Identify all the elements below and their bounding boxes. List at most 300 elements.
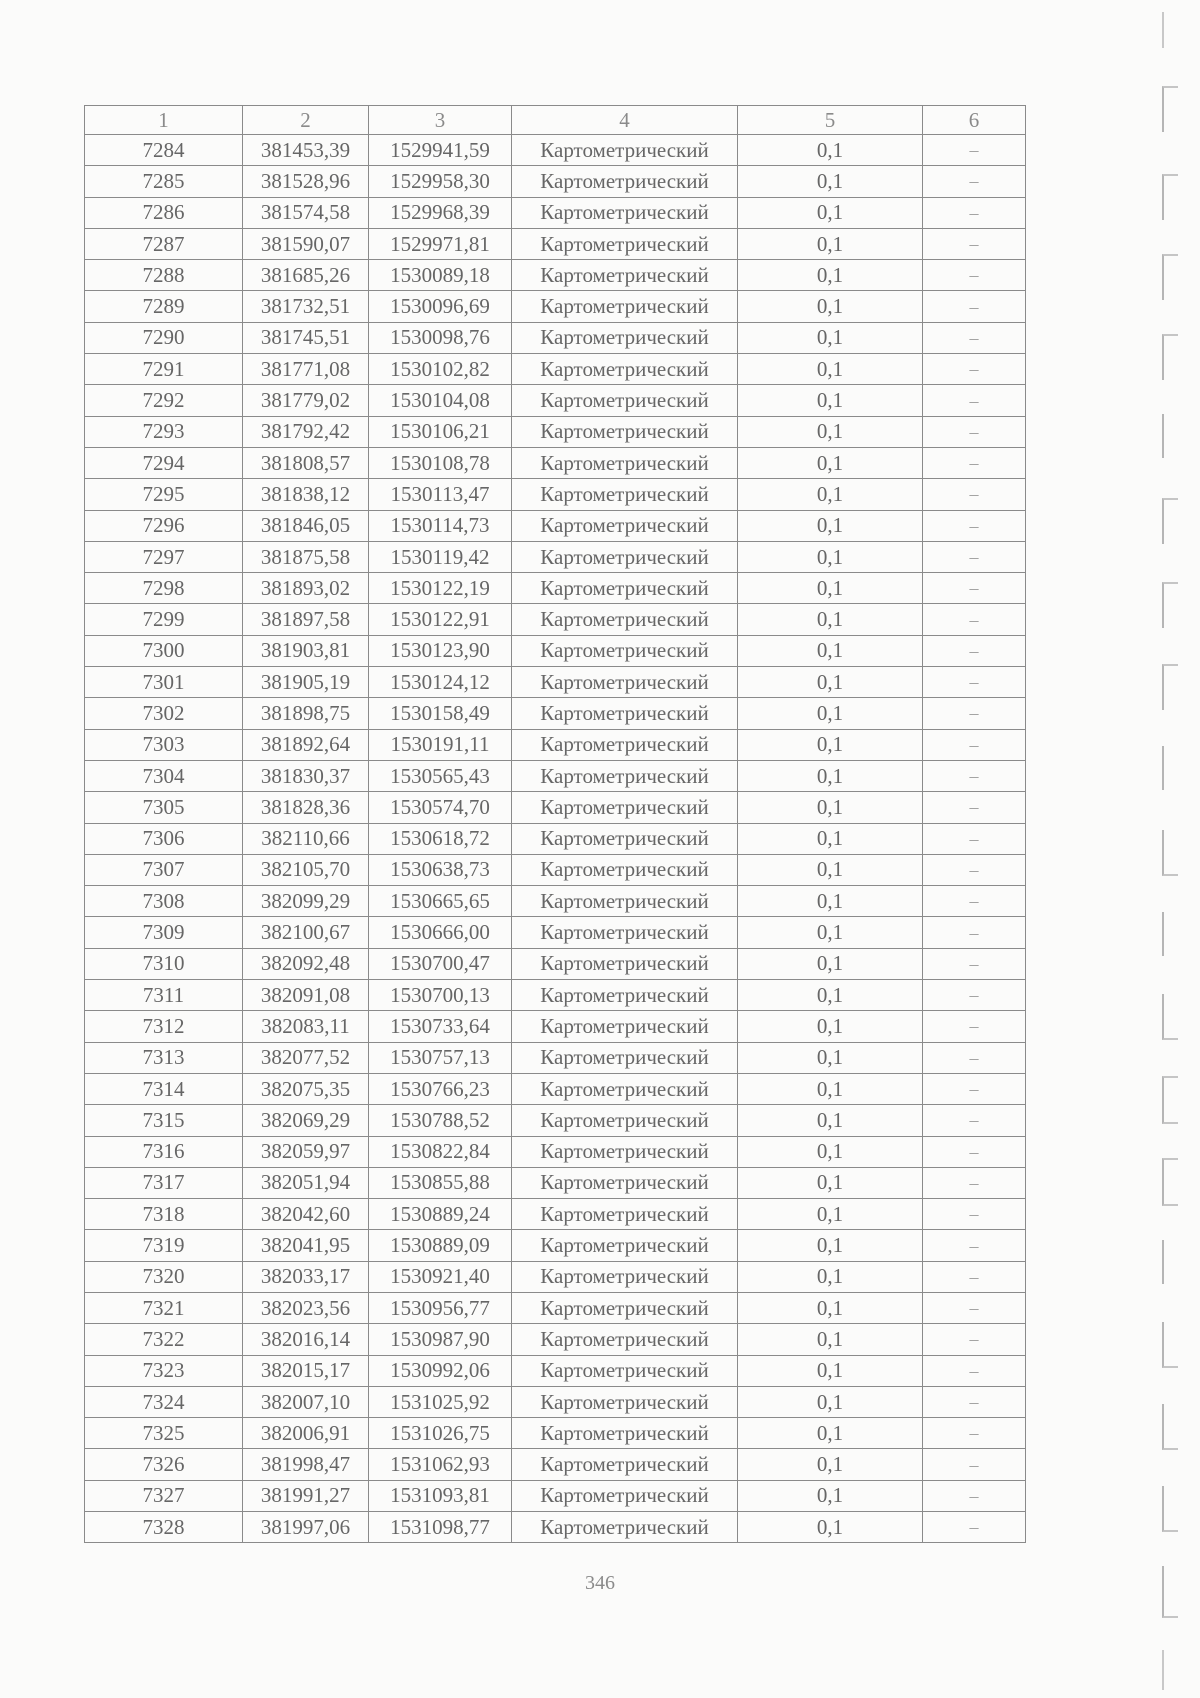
cell-y-coordinate: 1530921,40 (369, 1261, 512, 1292)
cell-note: – (923, 479, 1026, 510)
cell-method: Картометрический (512, 698, 738, 729)
cell-y-coordinate: 1529968,39 (369, 197, 512, 228)
edge-mark (1162, 994, 1178, 1040)
table-row (85, 291, 1026, 322)
cell-method: Картометрический (512, 1512, 738, 1543)
cell-point-number: 7297 (85, 541, 243, 572)
cell-point-number: 7317 (85, 1167, 243, 1198)
cell-note: – (923, 573, 1026, 604)
cell-note: – (923, 729, 1026, 760)
cell-x-coordinate: 382077,52 (243, 1042, 369, 1073)
cell-x-coordinate: 381903,81 (243, 635, 369, 666)
cell-accuracy: 0,1 (738, 1449, 923, 1480)
cell-point-number: 7298 (85, 573, 243, 604)
cell-accuracy: 0,1 (738, 792, 923, 823)
cell-y-coordinate: 1531098,77 (369, 1512, 512, 1543)
edge-mark (1162, 1076, 1178, 1124)
cell-accuracy: 0,1 (738, 917, 923, 948)
cell-note: – (923, 354, 1026, 385)
table-row (85, 1105, 1026, 1136)
cell-point-number: 7301 (85, 667, 243, 698)
cell-point-number: 7294 (85, 447, 243, 478)
cell-accuracy: 0,1 (738, 1073, 923, 1104)
cell-x-coordinate: 382015,17 (243, 1355, 369, 1386)
cell-point-number: 7312 (85, 1011, 243, 1042)
cell-accuracy: 0,1 (738, 291, 923, 322)
cell-y-coordinate: 1530122,91 (369, 604, 512, 635)
cell-point-number: 7290 (85, 322, 243, 353)
cell-y-coordinate: 1531025,92 (369, 1386, 512, 1417)
cell-note: – (923, 886, 1026, 917)
cell-accuracy: 0,1 (738, 447, 923, 478)
table-row (85, 541, 1026, 572)
cell-point-number: 7292 (85, 385, 243, 416)
cell-point-number: 7302 (85, 698, 243, 729)
cell-accuracy: 0,1 (738, 1042, 923, 1073)
column-header-4: 4 (512, 106, 738, 135)
cell-point-number: 7318 (85, 1199, 243, 1230)
table-row (85, 1355, 1026, 1386)
cell-x-coordinate: 381590,07 (243, 228, 369, 259)
cell-method: Картометрический (512, 948, 738, 979)
cell-y-coordinate: 1530158,49 (369, 698, 512, 729)
table-row (85, 1292, 1026, 1323)
edge-mark (1162, 1404, 1178, 1450)
cell-accuracy: 0,1 (738, 1105, 923, 1136)
cell-point-number: 7305 (85, 792, 243, 823)
cell-y-coordinate: 1530889,24 (369, 1199, 512, 1230)
cell-method: Картометрический (512, 823, 738, 854)
table-row (85, 1418, 1026, 1449)
edge-mark (1162, 12, 1178, 48)
cell-point-number: 7284 (85, 135, 243, 166)
cell-note: – (923, 416, 1026, 447)
cell-note: – (923, 948, 1026, 979)
cell-y-coordinate: 1530638,73 (369, 854, 512, 885)
cell-accuracy: 0,1 (738, 886, 923, 917)
cell-point-number: 7307 (85, 854, 243, 885)
cell-y-coordinate: 1530102,82 (369, 354, 512, 385)
table-row (85, 667, 1026, 698)
cell-accuracy: 0,1 (738, 1386, 923, 1417)
cell-y-coordinate: 1530618,72 (369, 823, 512, 854)
cell-method: Картометрический (512, 479, 738, 510)
cell-x-coordinate: 381905,19 (243, 667, 369, 698)
cell-accuracy: 0,1 (738, 948, 923, 979)
cell-x-coordinate: 382059,97 (243, 1136, 369, 1167)
cell-accuracy: 0,1 (738, 698, 923, 729)
cell-x-coordinate: 382051,94 (243, 1167, 369, 1198)
cell-note: – (923, 1167, 1026, 1198)
cell-x-coordinate: 381838,12 (243, 479, 369, 510)
cell-point-number: 7303 (85, 729, 243, 760)
cell-method: Картометрический (512, 354, 738, 385)
cell-accuracy: 0,1 (738, 635, 923, 666)
cell-method: Картометрический (512, 729, 738, 760)
cell-method: Картометрический (512, 667, 738, 698)
edge-mark (1162, 1158, 1178, 1206)
cell-note: – (923, 917, 1026, 948)
table-row (85, 948, 1026, 979)
cell-y-coordinate: 1530956,77 (369, 1292, 512, 1323)
cell-note: – (923, 1136, 1026, 1167)
cell-method: Картометрический (512, 1292, 738, 1323)
cell-method: Картометрический (512, 917, 738, 948)
table-row (85, 604, 1026, 635)
edge-mark (1162, 1650, 1178, 1690)
cell-note: – (923, 510, 1026, 541)
edge-mark (1162, 86, 1178, 132)
cell-method: Картометрический (512, 1230, 738, 1261)
edge-mark (1162, 912, 1178, 956)
cell-y-coordinate: 1530992,06 (369, 1355, 512, 1386)
cell-x-coordinate: 381528,96 (243, 166, 369, 197)
cell-method: Картометрический (512, 260, 738, 291)
cell-note: – (923, 1449, 1026, 1480)
cell-method: Картометрический (512, 1167, 738, 1198)
cell-y-coordinate: 1530096,69 (369, 291, 512, 322)
cell-y-coordinate: 1530766,23 (369, 1073, 512, 1104)
cell-accuracy: 0,1 (738, 385, 923, 416)
cell-note: – (923, 1042, 1026, 1073)
cell-y-coordinate: 1530114,73 (369, 510, 512, 541)
cell-accuracy: 0,1 (738, 1512, 923, 1543)
cell-accuracy: 0,1 (738, 980, 923, 1011)
cell-method: Картометрический (512, 760, 738, 791)
cell-method: Картометрический (512, 1386, 738, 1417)
cell-method: Картометрический (512, 1011, 738, 1042)
cell-y-coordinate: 1530889,09 (369, 1230, 512, 1261)
cell-method: Картометрический (512, 541, 738, 572)
table-row (85, 479, 1026, 510)
cell-accuracy: 0,1 (738, 166, 923, 197)
scan-edge-marks (1162, 0, 1192, 1698)
cell-accuracy: 0,1 (738, 479, 923, 510)
cell-accuracy: 0,1 (738, 1167, 923, 1198)
cell-accuracy: 0,1 (738, 667, 923, 698)
cell-y-coordinate: 1530666,00 (369, 917, 512, 948)
cell-y-coordinate: 1531026,75 (369, 1418, 512, 1449)
cell-point-number: 7299 (85, 604, 243, 635)
cell-y-coordinate: 1530104,08 (369, 385, 512, 416)
cell-method: Картометрический (512, 1199, 738, 1230)
table-body (85, 135, 1026, 1543)
cell-method: Картометрический (512, 1324, 738, 1355)
cell-point-number: 7308 (85, 886, 243, 917)
table-row (85, 228, 1026, 259)
cell-note: – (923, 1199, 1026, 1230)
cell-x-coordinate: 382099,29 (243, 886, 369, 917)
edge-mark (1162, 830, 1178, 876)
cell-method: Картометрический (512, 135, 738, 166)
table-row (85, 197, 1026, 228)
cell-y-coordinate: 1530106,21 (369, 416, 512, 447)
cell-point-number: 7295 (85, 479, 243, 510)
cell-x-coordinate: 381898,75 (243, 698, 369, 729)
cell-method: Картометрический (512, 1449, 738, 1480)
cell-method: Картометрический (512, 416, 738, 447)
cell-x-coordinate: 381779,02 (243, 385, 369, 416)
cell-x-coordinate: 382083,11 (243, 1011, 369, 1042)
cell-note: – (923, 1073, 1026, 1104)
cell-accuracy: 0,1 (738, 1292, 923, 1323)
table-row (85, 823, 1026, 854)
cell-note: – (923, 792, 1026, 823)
column-header-2: 2 (243, 106, 369, 135)
table-row (85, 416, 1026, 447)
cell-accuracy: 0,1 (738, 322, 923, 353)
edge-mark (1162, 1240, 1178, 1284)
cell-note: – (923, 1355, 1026, 1386)
table-row (85, 1386, 1026, 1417)
cell-point-number: 7306 (85, 823, 243, 854)
cell-x-coordinate: 381897,58 (243, 604, 369, 635)
cell-x-coordinate: 381771,08 (243, 354, 369, 385)
cell-x-coordinate: 382033,17 (243, 1261, 369, 1292)
cell-x-coordinate: 382075,35 (243, 1073, 369, 1104)
cell-y-coordinate: 1530757,13 (369, 1042, 512, 1073)
table-row (85, 980, 1026, 1011)
cell-method: Картометрический (512, 886, 738, 917)
cell-accuracy: 0,1 (738, 1261, 923, 1292)
table-row (85, 1449, 1026, 1480)
cell-y-coordinate: 1530822,84 (369, 1136, 512, 1167)
cell-x-coordinate: 381830,37 (243, 760, 369, 791)
cell-note: – (923, 291, 1026, 322)
cell-note: – (923, 1230, 1026, 1261)
table-row (85, 792, 1026, 823)
header-row (85, 106, 1026, 135)
cell-note: – (923, 1261, 1026, 1292)
column-header-5: 5 (738, 106, 923, 135)
cell-note: – (923, 1324, 1026, 1355)
cell-y-coordinate: 1530565,43 (369, 760, 512, 791)
cell-y-coordinate: 1529958,30 (369, 166, 512, 197)
cell-method: Картометрический (512, 573, 738, 604)
cell-method: Картометрический (512, 1355, 738, 1386)
column-header-6: 6 (923, 106, 1026, 135)
edge-mark (1162, 334, 1178, 380)
page-number: 346 (585, 1572, 615, 1594)
cell-accuracy: 0,1 (738, 729, 923, 760)
cell-accuracy: 0,1 (738, 1480, 923, 1511)
table-row (85, 1167, 1026, 1198)
cell-note: – (923, 447, 1026, 478)
cell-point-number: 7319 (85, 1230, 243, 1261)
cell-y-coordinate: 1530788,52 (369, 1105, 512, 1136)
cell-x-coordinate: 381892,64 (243, 729, 369, 760)
cell-y-coordinate: 1530123,90 (369, 635, 512, 666)
cell-x-coordinate: 381997,06 (243, 1512, 369, 1543)
table-row (85, 917, 1026, 948)
cell-x-coordinate: 382110,66 (243, 823, 369, 854)
table-row (85, 729, 1026, 760)
cell-x-coordinate: 381846,05 (243, 510, 369, 541)
cell-accuracy: 0,1 (738, 1136, 923, 1167)
table-row (85, 166, 1026, 197)
table-row (85, 510, 1026, 541)
cell-note: – (923, 698, 1026, 729)
cell-note: – (923, 1418, 1026, 1449)
cell-point-number: 7296 (85, 510, 243, 541)
cell-method: Картометрический (512, 980, 738, 1011)
edge-mark (1162, 1486, 1178, 1532)
cell-point-number: 7291 (85, 354, 243, 385)
cell-x-coordinate: 382092,48 (243, 948, 369, 979)
cell-y-coordinate: 1530574,70 (369, 792, 512, 823)
cell-accuracy: 0,1 (738, 197, 923, 228)
cell-note: – (923, 823, 1026, 854)
column-header-3: 3 (369, 106, 512, 135)
cell-x-coordinate: 382069,29 (243, 1105, 369, 1136)
cell-accuracy: 0,1 (738, 416, 923, 447)
cell-point-number: 7324 (85, 1386, 243, 1417)
cell-point-number: 7287 (85, 228, 243, 259)
cell-method: Картометрический (512, 1105, 738, 1136)
cell-accuracy: 0,1 (738, 135, 923, 166)
cell-y-coordinate: 1530987,90 (369, 1324, 512, 1355)
table-row (85, 260, 1026, 291)
cell-accuracy: 0,1 (738, 1418, 923, 1449)
cell-x-coordinate: 381828,36 (243, 792, 369, 823)
edge-mark (1162, 498, 1178, 544)
cell-point-number: 7285 (85, 166, 243, 197)
coordinates-table (84, 105, 1026, 1543)
cell-y-coordinate: 1530098,76 (369, 322, 512, 353)
cell-accuracy: 0,1 (738, 354, 923, 385)
table-row (85, 573, 1026, 604)
cell-point-number: 7322 (85, 1324, 243, 1355)
cell-method: Картометрический (512, 1480, 738, 1511)
cell-point-number: 7323 (85, 1355, 243, 1386)
cell-y-coordinate: 1530108,78 (369, 447, 512, 478)
cell-note: – (923, 322, 1026, 353)
table-row (85, 1073, 1026, 1104)
cell-method: Картометрический (512, 166, 738, 197)
table-row (85, 886, 1026, 917)
table-row (85, 760, 1026, 791)
cell-x-coordinate: 382100,67 (243, 917, 369, 948)
cell-x-coordinate: 381732,51 (243, 291, 369, 322)
cell-x-coordinate: 381792,42 (243, 416, 369, 447)
cell-point-number: 7314 (85, 1073, 243, 1104)
cell-x-coordinate: 381991,27 (243, 1480, 369, 1511)
cell-note: – (923, 260, 1026, 291)
cell-point-number: 7315 (85, 1105, 243, 1136)
table-row (85, 1261, 1026, 1292)
cell-y-coordinate: 1529941,59 (369, 135, 512, 166)
cell-point-number: 7311 (85, 980, 243, 1011)
cell-x-coordinate: 381745,51 (243, 322, 369, 353)
cell-note: – (923, 1292, 1026, 1323)
cell-method: Картометрический (512, 1261, 738, 1292)
cell-method: Картометрический (512, 792, 738, 823)
cell-x-coordinate: 382041,95 (243, 1230, 369, 1261)
edge-mark (1162, 414, 1178, 458)
column-header-1: 1 (85, 106, 243, 135)
cell-point-number: 7309 (85, 917, 243, 948)
cell-y-coordinate: 1530122,19 (369, 573, 512, 604)
edge-mark (1162, 746, 1178, 790)
edge-mark (1162, 1322, 1178, 1368)
cell-note: – (923, 604, 1026, 635)
cell-note: – (923, 166, 1026, 197)
cell-note: – (923, 541, 1026, 572)
cell-point-number: 7321 (85, 1292, 243, 1323)
cell-point-number: 7320 (85, 1261, 243, 1292)
table-row (85, 135, 1026, 166)
cell-y-coordinate: 1531062,93 (369, 1449, 512, 1480)
cell-point-number: 7325 (85, 1418, 243, 1449)
cell-method: Картометрический (512, 604, 738, 635)
cell-x-coordinate: 382006,91 (243, 1418, 369, 1449)
cell-point-number: 7293 (85, 416, 243, 447)
cell-method: Картометрический (512, 1136, 738, 1167)
table-row (85, 1324, 1026, 1355)
cell-x-coordinate: 381875,58 (243, 541, 369, 572)
cell-method: Картометрический (512, 1042, 738, 1073)
cell-y-coordinate: 1530113,47 (369, 479, 512, 510)
cell-note: – (923, 197, 1026, 228)
cell-y-coordinate: 1529971,81 (369, 228, 512, 259)
table-row (85, 385, 1026, 416)
cell-accuracy: 0,1 (738, 604, 923, 635)
table-row (85, 854, 1026, 885)
cell-y-coordinate: 1530733,64 (369, 1011, 512, 1042)
cell-point-number: 7304 (85, 760, 243, 791)
cell-note: – (923, 1480, 1026, 1511)
cell-y-coordinate: 1530089,18 (369, 260, 512, 291)
table-header (85, 106, 1026, 135)
cell-accuracy: 0,1 (738, 823, 923, 854)
table-row (85, 1480, 1026, 1511)
cell-y-coordinate: 1530665,65 (369, 886, 512, 917)
table-row (85, 322, 1026, 353)
cell-note: – (923, 635, 1026, 666)
cell-y-coordinate: 1530119,42 (369, 541, 512, 572)
cell-method: Картометрический (512, 385, 738, 416)
cell-point-number: 7300 (85, 635, 243, 666)
cell-y-coordinate: 1531093,81 (369, 1480, 512, 1511)
cell-accuracy: 0,1 (738, 228, 923, 259)
cell-x-coordinate: 382105,70 (243, 854, 369, 885)
cell-x-coordinate: 381453,39 (243, 135, 369, 166)
table-row (85, 447, 1026, 478)
cell-note: – (923, 135, 1026, 166)
cell-method: Картометрический (512, 635, 738, 666)
cell-x-coordinate: 382042,60 (243, 1199, 369, 1230)
cell-method: Картометрический (512, 1418, 738, 1449)
cell-point-number: 7316 (85, 1136, 243, 1167)
cell-y-coordinate: 1530855,88 (369, 1167, 512, 1198)
cell-y-coordinate: 1530700,13 (369, 980, 512, 1011)
cell-accuracy: 0,1 (738, 541, 923, 572)
cell-note: – (923, 1386, 1026, 1417)
cell-method: Картометрический (512, 854, 738, 885)
edge-mark (1162, 582, 1178, 628)
cell-x-coordinate: 382023,56 (243, 1292, 369, 1323)
edge-mark (1162, 254, 1178, 300)
cell-note: – (923, 854, 1026, 885)
cell-accuracy: 0,1 (738, 1324, 923, 1355)
cell-point-number: 7328 (85, 1512, 243, 1543)
cell-method: Картометрический (512, 228, 738, 259)
table-row (85, 1199, 1026, 1230)
cell-point-number: 7327 (85, 1480, 243, 1511)
cell-accuracy: 0,1 (738, 510, 923, 541)
cell-note: – (923, 980, 1026, 1011)
cell-y-coordinate: 1530191,11 (369, 729, 512, 760)
